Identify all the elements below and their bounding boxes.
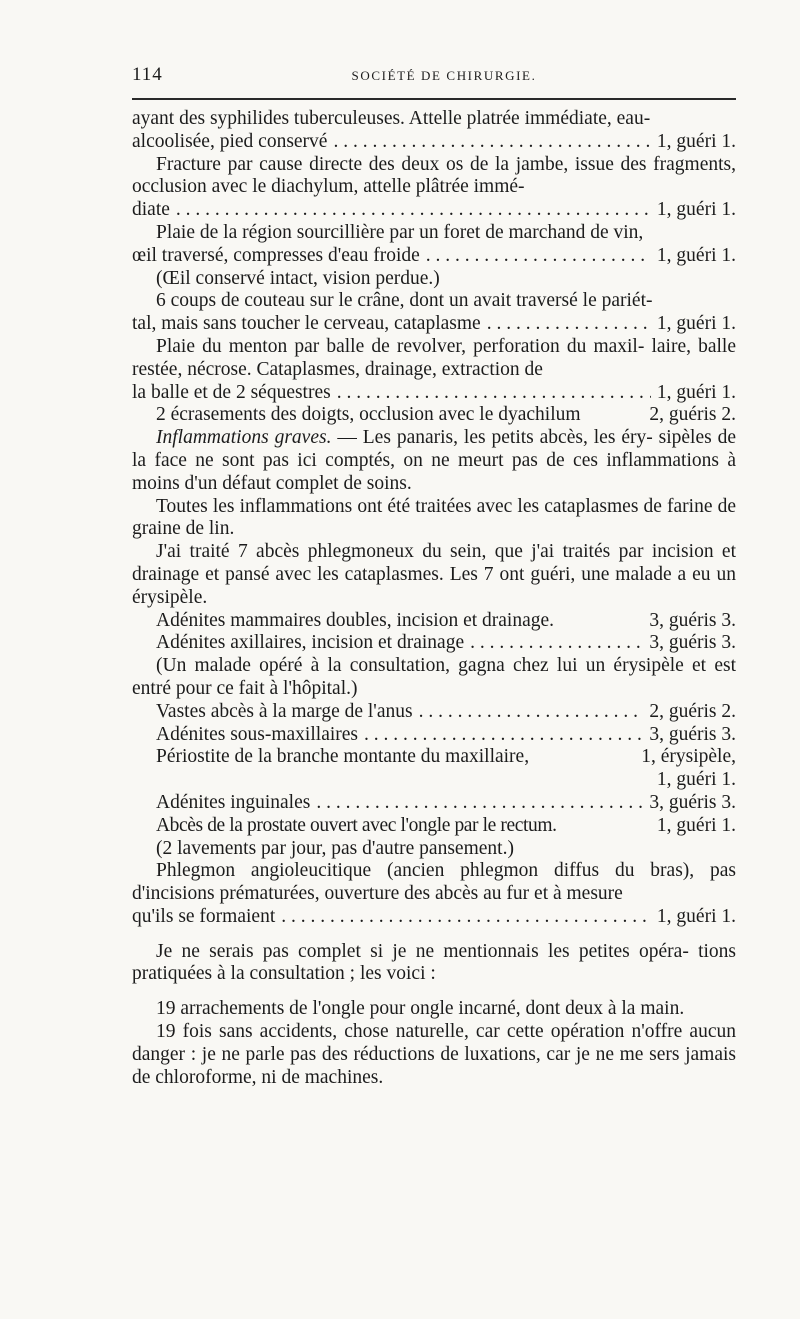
case-entry: Abcès de la prostate ouvert avec l'ongle par le rectum. 1, guéri 1. [156,814,736,836]
paragraph: (2 lavements par jour, pas d'autre pansement.) [156,837,514,859]
dot-leader [176,199,651,222]
case-entry: Vastes abcès à la marge de l'anus . . . 2, guéris 2. [132,701,736,724]
case-entry: œil traversé, compresses d'eau froide . . . 1, guéri 1. [132,245,736,268]
dot-leader [419,701,644,724]
dot-leader [487,313,651,336]
case-result: 3, guéris 3. [649,632,736,654]
paragraph: Je ne serais pas complet si je ne mentionnais les petites opéra- tions pratiquées à la consultation ; les voici : [132,940,736,985]
paragraph: Inflammations graves. — Les panaris, les petits abcès, les éry- sipèles de la face ne sont pas ici comptés, on ne meurt pas de ces inflammations à moins d'un défaut complet de soins. [132,427,737,494]
section-heading: Inflammations graves. [156,427,332,449]
case-result: 1, guéri 1. [656,199,736,221]
paragraph: J'ai traité 7 abcès phlegmoneux du sein, que j'ai traités par incision et drainage et pansé avec les cataplasmes. Les 7 ont guéri, une malade a eu un érysipèle. [132,541,736,608]
case-entry: alcoolisée, pied conservé . . . 1, guéri 1. [132,131,736,154]
case-result: 1, guéri 1. [656,814,736,836]
paragraph: 19 arrachements de l'ongle pour ongle incarné, dont deux à la main. [156,998,685,1020]
case-entry: la balle et de 2 séquestres . . . 1, guéri 1. [132,382,736,405]
case-result: 3, guéris 3. [649,609,736,631]
dot-leader [333,131,650,154]
dot-leader [470,632,643,655]
case-entry: Adénites inguinales . . . 3, guéris 3. [132,792,736,815]
dot-leader [281,906,651,929]
case-entry: 2 écrasements des doigts, occlusion avec le dyachilum 2, guéris 2. [156,404,736,426]
case-entry: Adénites axillaires, incision et drainage . . . 3, guéris 3. [132,632,736,655]
case-result: 3, guéris 3. [649,791,736,813]
case-result: 1, guéri 1. [656,130,736,152]
paragraph: 19 fois sans accidents, chose naturelle, car cette opération n'offre aucun danger : je ne parle pas des réductions de luxations, car je ne me sers jamais de chloroforme, ni de machines. [132,1021,736,1088]
paragraph: Plaie de la région sourcillière par un foret de marchand de vin, [156,221,644,243]
case-entry: qu'ils se formaient . . . 1, guéri 1. [132,906,736,929]
paragraph: Toutes les inflammations ont été traitées avec les cataplasmes de farine de graine de lin. [132,495,736,540]
case-entry: Adénites mammaires doubles, incision et drainage. 3, guéris 3. [156,609,736,631]
dot-leader [337,382,651,405]
header-rule [132,98,736,100]
case-result-continued: 1, guéri 1. [656,769,736,791]
case-result: 2, guéris 2. [649,404,736,426]
paragraph: (Un malade opéré à la consultation, gagna chez lui un érysipèle et est entré pour ce fait à l'hôpital.) [132,655,736,699]
dot-leader [316,792,643,815]
case-entry: Périostite de la branche montante du maxillaire, 1, érysipèle, [156,746,736,768]
case-entry: diate . . . 1, guéri 1. [132,199,736,222]
page-body [132,108,736,1089]
case-entry: Adénites sous-maxillaires . . . 3, guéris 3. [132,724,736,747]
paragraph: ayant des syphilides tuberculeuses. Attelle platrée immédiate, eau- [132,108,651,129]
case-entry: tal, mais sans toucher le cerveau, cataplasme . . . 1, guéri 1. [132,313,736,336]
page-number: 114 [132,64,163,85]
paragraph: Fracture par cause directe des deux os de la jambe, issue des fragments, occlusion avec le diachylum, attelle plâtrée immé- [132,153,736,198]
case-result: 1, guéri 1. [656,905,736,927]
case-result: 1, guéri 1. [656,313,736,335]
running-head: SOCIÉTÉ DE CHIRURGIE. [351,68,537,83]
paragraph: Plaie du menton par balle de revolver, perforation du maxil- laire, balle restée, nécrose. Cataplasmes, drainage, extraction de [132,335,736,380]
case-result: 2, guéris 2. [649,700,736,722]
case-result: 1, guéri 1. [656,244,736,266]
paragraph: (Œil conservé intact, vision perdue.) [156,267,440,289]
dot-leader [426,245,651,268]
paragraph: Phlegmon angioleucitique (ancien phlegmon diffus du bras), pas d'incisions prématurées, ouverture des abcès au fur et à mesure [132,860,736,905]
case-result: 1, guéri 1. [656,381,736,403]
paragraph: 6 coups de couteau sur le crâne, dont un avait traversé le pariét- [156,290,653,312]
page-header [132,62,736,90]
case-result: 3, guéris 3. [649,723,736,745]
case-result: 1, érysipèle, [641,746,736,768]
dot-leader [364,724,643,747]
